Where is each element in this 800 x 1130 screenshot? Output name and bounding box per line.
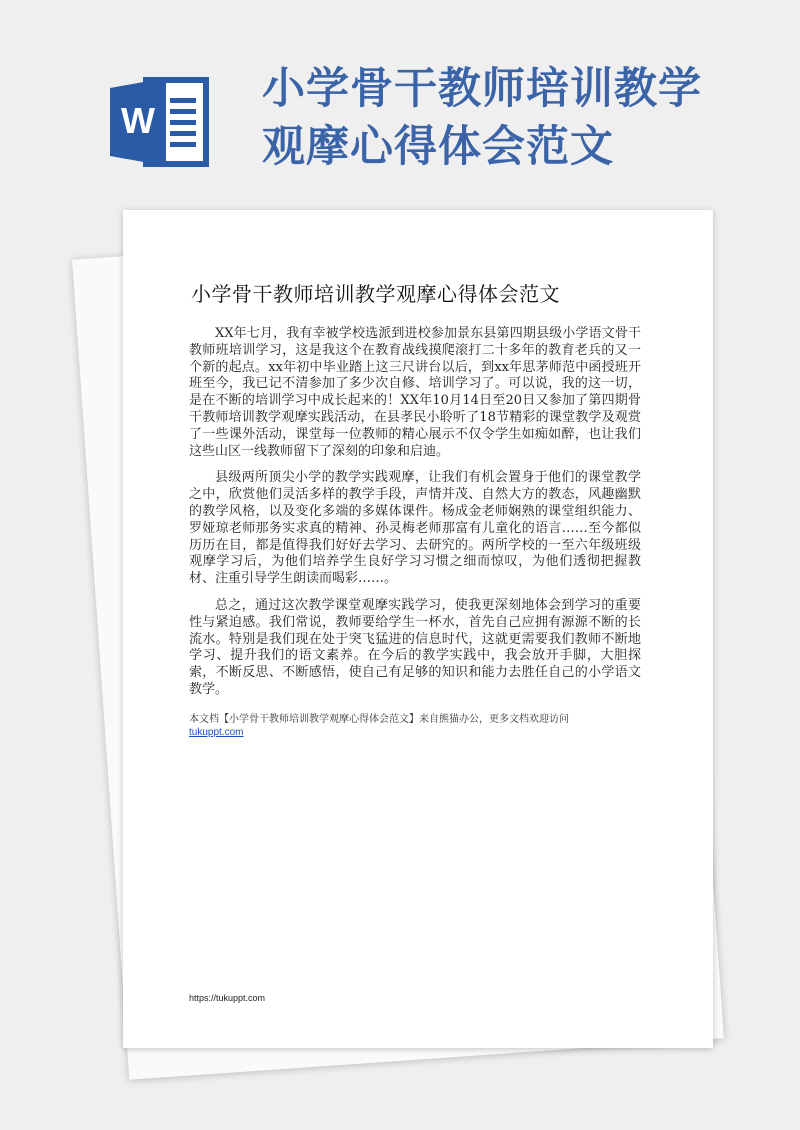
document-page xyxy=(123,210,713,1048)
document-title: 小学骨干教师培训教学观摩心得体会范文 xyxy=(191,282,560,306)
paragraph-2: 县级两所顶尖小学的教学实践观摩，让我们有机会置身于他们的课堂教学之中，欣赏他们灵活多样的教学手段，声情并茂、自然大方的教态，风趣幽默的教学风格，以及变化多端的多媒体课件。杨成金老师娴熟的课堂组织能力、罗娅琼老师那务实求真的精神、孙灵梅老师那富有儿童化的语言……至今都似历历在目，都是值得我们好好去学习、去研究的。两所学校的一至六年级班级观摩学习后，为他们培养学生良好学习习惯之细而惊叹，为他们透彻把握教材、注重引导学生朗读而喝彩……。 xyxy=(189,470,641,587)
word-document-icon xyxy=(108,76,212,168)
header-title-line2: 观摩心得体会范文 xyxy=(262,122,614,172)
source-note xyxy=(189,713,649,739)
paragraph-3: 总之，通过这次教学课堂观摩实践学习，使我更深刻地体会到学习的重要性与紧迫感。我们常说，教师要给学生一杯水，首先自己应拥有源源不断的长流水。特别是我们现在处于突飞猛进的信息时代，这就更需要我们教师不断地学习、提升我们的语文素养。在今后的教学实践中，我会放开手脚，大胆探索，不断反思、不断感悟，使自己有足够的知识和能力去胜任自己的小学语文教学。 xyxy=(189,597,641,697)
source-link[interactable]: tukuppt.com xyxy=(189,727,244,738)
header-title-line1: 小学骨干教师培训教学 xyxy=(262,64,702,114)
paragraph-1: XX年七月，我有幸被学校选派到进校参加景东县第四期县级小学语文骨干教师班培训学习，这是我这个在教育战线摸爬滚打二十多年的教育老兵的又一个新的起点。xx年初中毕业踏上这三尺讲台以后，到xx年思茅师范中函授班开班至今，我已记不清参加了多少次自修、培训学习了。可以说，我的这一切，是在不断的培训学习中成长起来的！XX年10月14日至20日又参加了第四期骨干教师培训教学观摩实践活动，在县孝民小聆听了18节精彩的课堂教学及观赏了一些课外活动，课堂每一位教师的精心展示不仅令学生如痴如醉，也让我们这些山区一线教师留下了深刻的印象和启迪。 xyxy=(189,326,641,459)
footer-url[interactable]: https://tukuppt.com xyxy=(189,993,266,1003)
word-letter: W xyxy=(121,100,155,141)
document-body xyxy=(189,326,641,709)
header-title xyxy=(262,60,782,176)
source-note-text: 本文档【小学骨干教师培训教学观摩心得体会范文】来自熊猫办公，更多文档欢迎访问 xyxy=(189,714,569,725)
